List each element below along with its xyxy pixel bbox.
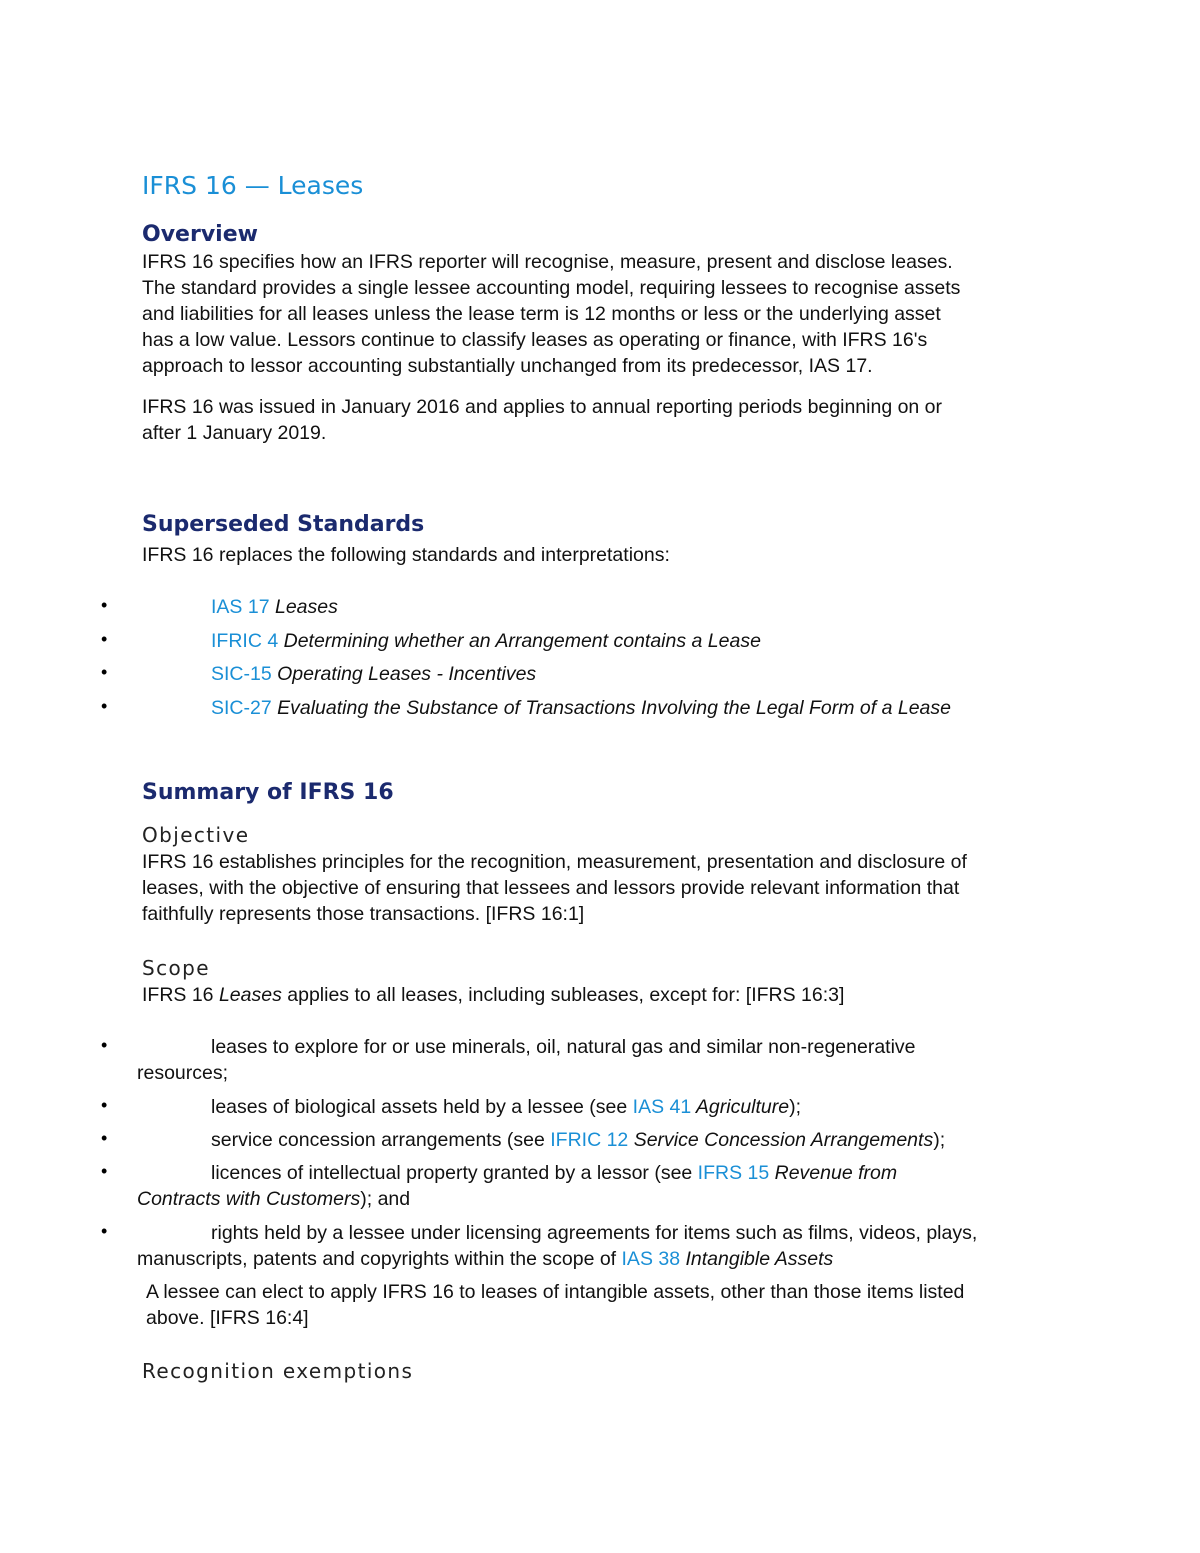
text-line: IFRS 16 specifies how an IFRS reporter will recognise, measure, present and disclose leases. [142, 251, 953, 273]
scope-item [211, 1160, 897, 1186]
text-line: IFRS 16 establishes principles for the recognition, measurement, presentation and disclosure of [142, 851, 967, 873]
standard-title: Intangible Assets [680, 1248, 834, 1270]
scope-item-continued [137, 1246, 833, 1272]
recognition-exemptions-heading: Recognition exemptions [142, 1359, 414, 1383]
scope-item [211, 1127, 945, 1153]
bullet-icon: • [101, 1221, 108, 1241]
text-line: IFRS 16 was issued in January 2016 and applies to annual reporting periods beginning on or [142, 396, 943, 418]
standard-link[interactable]: SIC-27 [211, 697, 272, 719]
text-line: and liabilities for all leases unless the lease term is 12 months or less or the underlying asset [142, 303, 941, 325]
scope-item-continued: resources; [137, 1062, 229, 1084]
scope-item-text: service concession arrangements (see [211, 1129, 551, 1151]
text-line: after 1 January 2019. [142, 422, 327, 444]
bullet-icon: • [101, 1095, 108, 1115]
superseded-heading: Superseded Standards [142, 512, 425, 537]
scope-item-text: ); [933, 1129, 946, 1151]
overview-paragraph-2 [142, 394, 1072, 446]
bullet-icon: • [101, 1161, 108, 1181]
scope-intro-a: IFRS 16 [142, 984, 219, 1006]
standard-link[interactable]: IAS 41 [632, 1096, 692, 1118]
bullet-icon: • [101, 662, 108, 682]
standard-link[interactable]: IFRIC 12 [550, 1129, 629, 1151]
standard-link[interactable]: SIC-15 [211, 663, 272, 685]
standard-title: Revenue from [769, 1162, 898, 1184]
list-item [211, 661, 536, 687]
text-line: has a low value. Lessors continue to classify leases as operating or finance, with IFRS 16's [142, 329, 928, 351]
objective-paragraph [142, 849, 1072, 927]
overview-paragraph-1 [142, 249, 1072, 379]
superseded-intro: IFRS 16 replaces the following standards and interpretations: [142, 544, 670, 566]
scope-item: leases to explore for or use minerals, oil, natural gas and similar non-regenerative [211, 1036, 916, 1058]
standard-link[interactable]: IAS 38 [621, 1248, 681, 1270]
list-item [211, 695, 951, 721]
scope-item-text: ); [789, 1096, 802, 1118]
text-line: above. [IFRS 16:4] [146, 1307, 309, 1329]
list-item [211, 628, 761, 654]
text-line: The standard provides a single lessee accounting model, requiring lessees to recognise assets [142, 277, 961, 299]
standard-title: Operating Leases - Incentives [277, 663, 537, 685]
standard-title: Contracts with Customers [137, 1188, 361, 1210]
scope-item-text: manuscripts, patents and copyrights within the scope of [137, 1248, 622, 1270]
standard-link[interactable]: IAS 17 [211, 596, 270, 618]
bullet-icon: • [101, 1035, 108, 1055]
scope-item-text: leases of biological assets held by a lessee (see [211, 1096, 633, 1118]
text-line: leases, with the objective of ensuring that lessees and lessors provide relevant information that [142, 877, 960, 899]
scope-intro-b: applies to all leases, including subleases, except for: [IFRS 16:3] [281, 984, 845, 1006]
bullet-icon: • [101, 696, 108, 716]
bullet-icon: • [101, 1128, 108, 1148]
scope-item: rights held by a lessee under licensing agreements for items such as films, videos, plays, [211, 1222, 978, 1244]
scope-item-continued [137, 1186, 410, 1212]
list-item [211, 594, 338, 620]
text-line: approach to lessor accounting substantially unchanged from its predecessor, IAS 17. [142, 355, 873, 377]
overview-heading: Overview [142, 222, 258, 247]
scope-item-text: ); and [360, 1188, 411, 1210]
page-title: IFRS 16 — Leases [142, 171, 364, 200]
scope-heading: Scope [142, 956, 210, 980]
text-line: A lessee can elect to apply IFRS 16 to leases of intangible assets, other than those items listed [146, 1281, 965, 1303]
bullet-icon: • [101, 595, 108, 615]
bullet-icon: • [101, 629, 108, 649]
standard-link[interactable]: IFRS 15 [697, 1162, 770, 1184]
standard-title: Leases [274, 596, 338, 618]
text-line: faithfully represents those transactions. [IFRS 16:1] [142, 903, 585, 925]
standard-link[interactable]: IFRIC 4 [211, 630, 279, 652]
standard-title: Agriculture [691, 1096, 790, 1118]
standard-title: Determining whether an Arrangement contains a Lease [283, 630, 761, 652]
scope-intro [142, 982, 844, 1008]
summary-heading: Summary of IFRS 16 [142, 780, 394, 805]
standard-title: Service Concession Arrangements [628, 1129, 934, 1151]
scope-item-text: licences of intellectual property granted by a lessor (see [211, 1162, 698, 1184]
objective-heading: Objective [142, 823, 250, 847]
scope-intro-em: Leases [218, 984, 282, 1006]
scope-note [146, 1279, 964, 1331]
standard-title: Evaluating the Substance of Transactions Involving the Legal Form of a Lease [277, 697, 951, 719]
scope-item [211, 1094, 801, 1120]
